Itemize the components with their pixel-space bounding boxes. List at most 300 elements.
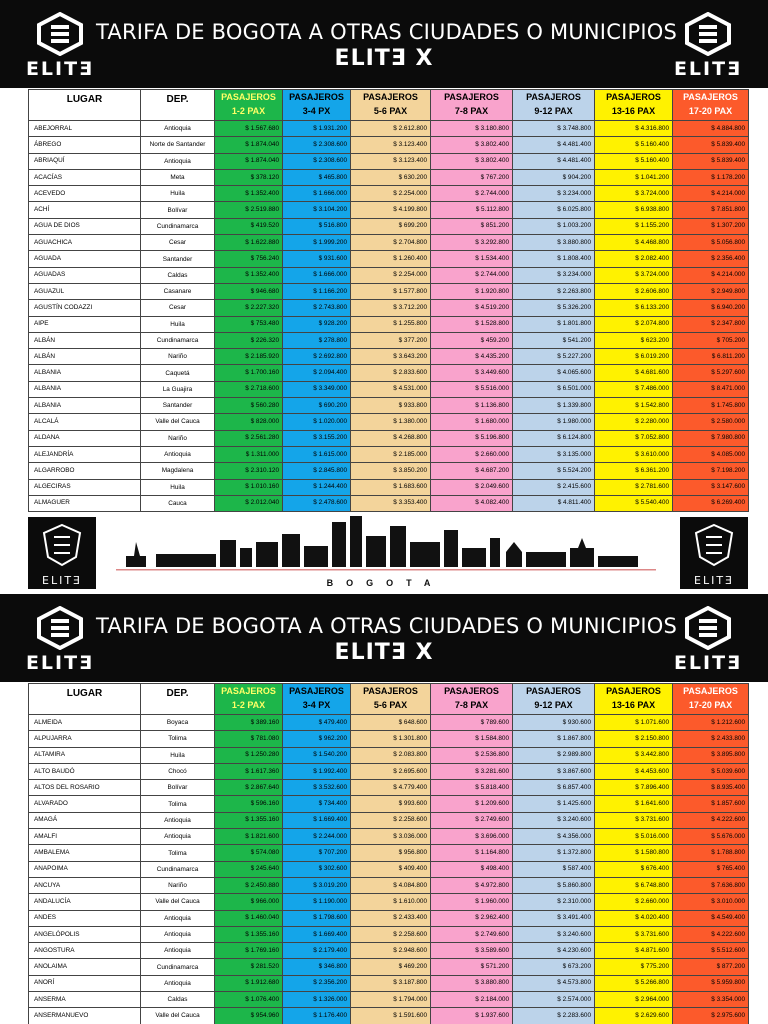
col-header-dep: DEP. — [141, 90, 215, 121]
cell-fare: $ 2.258.600 — [351, 926, 431, 942]
cell-fare: $ 6.019.200 — [595, 349, 673, 365]
cell-fare: $ 419.520 — [215, 218, 283, 234]
cell-fare: $ 1.076.400 — [215, 992, 283, 1008]
cell-fare: $ 930.600 — [513, 715, 595, 731]
col-header-line2: 5-6 PAX — [373, 106, 408, 116]
logo-wordmark: ELITƎ — [25, 58, 95, 80]
cell-fare: $ 630.200 — [351, 169, 431, 185]
cell-fare: $ 3.696.000 — [431, 829, 513, 845]
cell-fare: $ 2.606.800 — [595, 283, 673, 299]
cell-fare: $ 3.802.400 — [431, 153, 513, 169]
cell-fare: $ 2.254.000 — [351, 186, 431, 202]
table-row — [29, 829, 749, 845]
cell-fare: $ 2.185.000 — [351, 446, 431, 462]
cell-fare: $ 2.744.000 — [431, 267, 513, 283]
cell-fare: $ 966.000 — [215, 894, 283, 910]
cell-fare: $ 753.480 — [215, 316, 283, 332]
cell-dep: Antioquia — [141, 153, 215, 169]
col-header-line1: PASAJEROS — [221, 92, 276, 102]
cell-dep: Chocó — [141, 763, 215, 779]
cell-fare: $ 3.850.200 — [351, 463, 431, 479]
cell-fare: $ 2.989.800 — [513, 747, 595, 763]
col-header-fare — [283, 90, 351, 121]
cell-fare: $ 7.851.800 — [673, 202, 749, 218]
cell-dep: Caldas — [141, 992, 215, 1008]
cell-fare: $ 1.212.600 — [673, 715, 749, 731]
cell-fare: $ 1.209.600 — [431, 796, 513, 812]
cell-fare: $ 1.931.200 — [283, 121, 351, 137]
cell-fare: $ 5.297.600 — [673, 365, 749, 381]
cell-fare: $ 1.960.000 — [431, 894, 513, 910]
cell-dep: Santander — [141, 251, 215, 267]
cell-fare: $ 1.794.000 — [351, 992, 431, 1008]
col-header-line1: PASAJEROS — [606, 686, 661, 696]
cell-fare: $ 993.600 — [351, 796, 431, 812]
elite-emblem-icon — [35, 12, 85, 56]
col-header-line2: 5-6 PAX — [373, 700, 408, 710]
cell-lugar: AGUAZUL — [29, 283, 141, 299]
table-row — [29, 943, 749, 959]
col-header-line2: 1-2 PAX — [231, 106, 266, 116]
cell-fare: $ 5.676.000 — [673, 829, 749, 845]
col-header-line2: 7-8 PAX — [454, 106, 489, 116]
cell-lugar: ANOLAIMA — [29, 959, 141, 975]
cell-dep: Norte de Santander — [141, 137, 215, 153]
cell-fare: $ 5.839.400 — [673, 153, 749, 169]
cell-fare: $ 4.435.200 — [431, 349, 513, 365]
cell-fare: $ 226.320 — [215, 332, 283, 348]
cell-fare: $ 245.640 — [215, 861, 283, 877]
cell-fare: $ 1.610.000 — [351, 894, 431, 910]
cell-fare: $ 933.800 — [351, 398, 431, 414]
cell-fare: $ 6.940.200 — [673, 300, 749, 316]
cell-lugar: ALTO BAUDÓ — [29, 763, 141, 779]
table-row — [29, 446, 749, 462]
cell-fare: $ 560.280 — [215, 398, 283, 414]
city-label: BOGOTA — [326, 578, 444, 588]
cell-fare: $ 1.622.880 — [215, 235, 283, 251]
cell-fare: $ 2.478.600 — [283, 495, 351, 511]
cell-fare: $ 3.867.600 — [513, 763, 595, 779]
cell-fare: $ 2.227.320 — [215, 300, 283, 316]
cell-fare: $ 3.643.200 — [351, 349, 431, 365]
cell-dep: Valle del Cauca — [141, 894, 215, 910]
cell-fare: $ 690.200 — [283, 398, 351, 414]
cell-dep: Caquetá — [141, 365, 215, 381]
cell-dep: Tolima — [141, 731, 215, 747]
cell-fare: $ 1.355.160 — [215, 812, 283, 828]
table-row — [29, 218, 749, 234]
cell-fare: $ 3.234.000 — [513, 267, 595, 283]
cell-lugar: AIPE — [29, 316, 141, 332]
cell-fare: $ 1.808.400 — [513, 251, 595, 267]
cell-fare: $ 1.641.600 — [595, 796, 673, 812]
cell-fare: $ 5.516.000 — [431, 381, 513, 397]
cell-fare: $ 5.112.800 — [431, 202, 513, 218]
cell-fare: $ 2.561.280 — [215, 430, 283, 446]
cell-dep: Santander — [141, 398, 215, 414]
cell-dep: Huila — [141, 479, 215, 495]
cell-fare: $ 6.025.800 — [513, 202, 595, 218]
cell-lugar: ALDANA — [29, 430, 141, 446]
cell-fare: $ 2.258.600 — [351, 812, 431, 828]
cell-lugar: ALMAGUER — [29, 495, 141, 511]
cell-fare: $ 1.769.160 — [215, 943, 283, 959]
cell-fare: $ 4.085.000 — [673, 446, 749, 462]
cell-fare: $ 1.669.400 — [283, 926, 351, 942]
cell-lugar: ALGECIRAS — [29, 479, 141, 495]
cell-lugar: ANCUYA — [29, 877, 141, 893]
cell-fare: $ 1.540.200 — [283, 747, 351, 763]
cell-fare: $ 1.190.000 — [283, 894, 351, 910]
cell-fare: $ 1.798.600 — [283, 910, 351, 926]
cell-fare: $ 1.166.200 — [283, 283, 351, 299]
cell-fare: $ 5.160.400 — [595, 137, 673, 153]
cell-fare: $ 4.214.000 — [673, 186, 749, 202]
cell-dep: Antioquia — [141, 910, 215, 926]
cell-fare: $ 1.250.280 — [215, 747, 283, 763]
cell-fare: $ 2.074.800 — [595, 316, 673, 332]
cell-fare: $ 389.160 — [215, 715, 283, 731]
cell-fare: $ 479.400 — [283, 715, 351, 731]
cell-fare: $ 1.680.000 — [431, 414, 513, 430]
table-row — [29, 121, 749, 137]
cell-fare: $ 1.788.800 — [673, 845, 749, 861]
col-header-fare — [351, 684, 431, 715]
table-row — [29, 332, 749, 348]
cell-fare: $ 3.135.000 — [513, 446, 595, 462]
cell-fare: $ 956.800 — [351, 845, 431, 861]
cell-fare: $ 1.615.000 — [283, 446, 351, 462]
cell-fare: $ 4.811.400 — [513, 495, 595, 511]
cell-fare: $ 1.874.040 — [215, 137, 283, 153]
table-row — [29, 1008, 749, 1024]
elite-shield-icon — [680, 517, 748, 569]
cell-fare: $ 2.347.800 — [673, 316, 749, 332]
cell-fare: $ 3.180.800 — [431, 121, 513, 137]
cell-dep: Cundinamarca — [141, 218, 215, 234]
table-row — [29, 877, 749, 893]
cell-fare: $ 1.683.600 — [351, 479, 431, 495]
cell-fare: $ 1.136.800 — [431, 398, 513, 414]
cell-dep: Cundinamarca — [141, 959, 215, 975]
cell-fare: $ 2.308.600 — [283, 153, 351, 169]
cell-fare: $ 3.036.000 — [351, 829, 431, 845]
table-row — [29, 992, 749, 1008]
col-header-line2: 3-4 PX — [302, 106, 331, 116]
table-row — [29, 186, 749, 202]
cell-fare: $ 3.724.000 — [595, 186, 673, 202]
cell-fare: $ 7.980.800 — [673, 430, 749, 446]
col-header-line2: 17-20 PAX — [688, 700, 733, 710]
col-header-fare — [283, 684, 351, 715]
cell-fare: $ 676.400 — [595, 861, 673, 877]
table-row — [29, 861, 749, 877]
table-row — [29, 747, 749, 763]
elite-emblem-icon — [35, 606, 85, 650]
cell-fare: $ 1.821.600 — [215, 829, 283, 845]
table-row — [29, 153, 749, 169]
cell-fare: $ 3.123.400 — [351, 153, 431, 169]
cell-fare: $ 2.184.000 — [431, 992, 513, 1008]
cell-fare: $ 2.310.120 — [215, 463, 283, 479]
cell-fare: $ 2.519.880 — [215, 202, 283, 218]
col-header-dep: DEP. — [141, 684, 215, 715]
cell-fare: $ 2.749.600 — [431, 926, 513, 942]
cell-fare: $ 765.400 — [673, 861, 749, 877]
badge-wordmark: ELITƎ — [694, 574, 734, 587]
cell-fare: $ 2.704.800 — [351, 235, 431, 251]
cell-fare: $ 2.964.000 — [595, 992, 673, 1008]
cell-fare: $ 1.301.800 — [351, 731, 431, 747]
cell-fare: $ 781.080 — [215, 731, 283, 747]
cell-fare: $ 1.867.800 — [513, 731, 595, 747]
elite-badge-left — [28, 517, 96, 589]
cell-fare: $ 5.860.800 — [513, 877, 595, 893]
cell-fare: $ 516.800 — [283, 218, 351, 234]
cell-fare: $ 1.352.400 — [215, 267, 283, 283]
cell-fare: $ 4.573.800 — [513, 975, 595, 991]
elite-badge-right — [680, 517, 748, 589]
cell-lugar: ALCALÁ — [29, 414, 141, 430]
col-header-fare — [595, 684, 673, 715]
cell-lugar: ANAPOIMA — [29, 861, 141, 877]
cell-fare: $ 3.240.600 — [513, 926, 595, 942]
cell-dep: Cauca — [141, 495, 215, 511]
table-row — [29, 975, 749, 991]
cell-lugar: ANORÍ — [29, 975, 141, 991]
col-header-line1: PASAJEROS — [363, 686, 418, 696]
cell-fare: $ 1.999.200 — [283, 235, 351, 251]
cell-fare: $ 3.532.600 — [283, 780, 351, 796]
cell-fare: $ 281.520 — [215, 959, 283, 975]
cell-dep: Huila — [141, 747, 215, 763]
cell-fare: $ 767.200 — [431, 169, 513, 185]
cell-fare: $ 377.200 — [351, 332, 431, 348]
cell-lugar: ALEJANDRÍA — [29, 446, 141, 462]
table-row — [29, 845, 749, 861]
table-row — [29, 812, 749, 828]
cell-fare: $ 5.227.200 — [513, 349, 595, 365]
col-header-line1: PASAJEROS — [606, 92, 661, 102]
cell-fare: $ 4.884.800 — [673, 121, 749, 137]
cell-fare: $ 3.724.000 — [595, 267, 673, 283]
table-row — [29, 202, 749, 218]
cell-fare: $ 6.811.200 — [673, 349, 749, 365]
cell-fare: $ 1.326.000 — [283, 992, 351, 1008]
cell-fare: $ 789.600 — [431, 715, 513, 731]
cell-fare: $ 2.949.800 — [673, 283, 749, 299]
cell-fare: $ 2.356.200 — [283, 975, 351, 991]
cell-fare: $ 5.016.000 — [595, 829, 673, 845]
cell-fare: $ 2.356.400 — [673, 251, 749, 267]
logo-wordmark: ELITƎ — [25, 652, 95, 674]
cell-fare: $ 1.164.800 — [431, 845, 513, 861]
cell-fare: $ 1.244.400 — [283, 479, 351, 495]
cell-fare: $ 378.120 — [215, 169, 283, 185]
col-header-fare — [431, 90, 513, 121]
cell-fare: $ 278.800 — [283, 332, 351, 348]
col-header-fare — [595, 90, 673, 121]
cell-fare: $ 4.222.600 — [673, 926, 749, 942]
cell-fare: $ 2.743.800 — [283, 300, 351, 316]
cell-fare: $ 2.536.800 — [431, 747, 513, 763]
cell-fare: $ 3.104.200 — [283, 202, 351, 218]
cell-dep: Tolima — [141, 796, 215, 812]
cell-fare: $ 6.857.400 — [513, 780, 595, 796]
cell-fare: $ 1.010.160 — [215, 479, 283, 495]
cell-fare: $ 1.577.800 — [351, 283, 431, 299]
cell-fare: $ 6.361.200 — [595, 463, 673, 479]
cell-fare: $ 1.542.800 — [595, 398, 673, 414]
table-row — [29, 300, 749, 316]
cell-fare: $ 4.468.800 — [595, 235, 673, 251]
cell-fare: $ 2.660.000 — [595, 894, 673, 910]
rates-table-1 — [28, 89, 749, 512]
cell-fare: $ 1.155.200 — [595, 218, 673, 234]
cell-fare: $ 2.833.600 — [351, 365, 431, 381]
cell-fare: $ 1.352.400 — [215, 186, 283, 202]
cell-fare: $ 2.244.000 — [283, 829, 351, 845]
cell-fare: $ 4.214.000 — [673, 267, 749, 283]
cell-lugar: ALTOS DEL ROSARIO — [29, 780, 141, 796]
cell-fare: $ 587.400 — [513, 861, 595, 877]
table-row — [29, 731, 749, 747]
cell-fare: $ 2.185.920 — [215, 349, 283, 365]
cell-lugar: ACHÍ — [29, 202, 141, 218]
col-header-fare — [215, 90, 283, 121]
cell-fare: $ 1.178.200 — [673, 169, 749, 185]
table-row — [29, 349, 749, 365]
table-row — [29, 137, 749, 153]
cell-lugar: ANSERMA — [29, 992, 141, 1008]
table-row — [29, 381, 749, 397]
cell-fare: $ 2.150.800 — [595, 731, 673, 747]
table-row — [29, 910, 749, 926]
cell-fare: $ 3.731.600 — [595, 926, 673, 942]
cell-fare: $ 2.012.040 — [215, 495, 283, 511]
cell-dep: Cesar — [141, 300, 215, 316]
cell-fare: $ 734.400 — [283, 796, 351, 812]
cell-fare: $ 8.471.000 — [673, 381, 749, 397]
cell-lugar: ÁBREGO — [29, 137, 141, 153]
cell-fare: $ 2.433.800 — [673, 731, 749, 747]
cell-fare: $ 5.039.600 — [673, 763, 749, 779]
cell-fare: $ 775.200 — [595, 959, 673, 975]
cell-fare: $ 4.871.600 — [595, 943, 673, 959]
cell-fare: $ 5.160.400 — [595, 153, 673, 169]
cell-dep: Antioquia — [141, 926, 215, 942]
table-row — [29, 251, 749, 267]
cell-dep: Cundinamarca — [141, 861, 215, 877]
cell-fare: $ 1.700.160 — [215, 365, 283, 381]
table-row — [29, 414, 749, 430]
cell-fare: $ 3.234.000 — [513, 186, 595, 202]
table-row — [29, 169, 749, 185]
cell-fare: $ 756.240 — [215, 251, 283, 267]
cell-fare: $ 2.094.400 — [283, 365, 351, 381]
page-title: TARIFA DE BOGOTA A OTRAS CIUDADES O MUNICIPIOS — [96, 614, 677, 638]
cell-fare: $ 1.666.000 — [283, 267, 351, 283]
table-row — [29, 235, 749, 251]
table-row — [29, 959, 749, 975]
cell-fare: $ 3.354.000 — [673, 992, 749, 1008]
cell-fare: $ 2.948.600 — [351, 943, 431, 959]
cell-dep: Antioquia — [141, 121, 215, 137]
cell-fare: $ 3.748.800 — [513, 121, 595, 137]
cell-fare: $ 498.400 — [431, 861, 513, 877]
col-header-line1: PASAJEROS — [444, 92, 499, 102]
cell-fare: $ 2.280.000 — [595, 414, 673, 430]
page-title: TARIFA DE BOGOTA A OTRAS CIUDADES O MUNICIPIOS — [96, 20, 677, 44]
cell-dep: Antioquia — [141, 975, 215, 991]
cell-fare: $ 1.669.400 — [283, 812, 351, 828]
cell-fare: $ 1.311.000 — [215, 446, 283, 462]
table-row — [29, 463, 749, 479]
col-header-line2: 13-16 PAX — [611, 700, 656, 710]
col-header-fare — [215, 684, 283, 715]
table-row — [29, 796, 749, 812]
cell-dep: La Guajira — [141, 381, 215, 397]
cell-lugar: ALBANIA — [29, 365, 141, 381]
cell-fare: $ 4.230.600 — [513, 943, 595, 959]
table-row — [29, 283, 749, 299]
cell-fare: $ 459.200 — [431, 332, 513, 348]
cell-fare: $ 5.266.800 — [595, 975, 673, 991]
cell-dep: Caldas — [141, 267, 215, 283]
cell-dep: Valle del Cauca — [141, 414, 215, 430]
cell-lugar: AMAGÁ — [29, 812, 141, 828]
cell-dep: Nariño — [141, 430, 215, 446]
col-header-line2: 7-8 PAX — [454, 700, 489, 710]
cell-fare: $ 3.019.200 — [283, 877, 351, 893]
cell-fare: $ 1.567.680 — [215, 121, 283, 137]
cell-fare: $ 1.617.360 — [215, 763, 283, 779]
col-header-line1: PASAJEROS — [444, 686, 499, 696]
cell-fare: $ 3.155.200 — [283, 430, 351, 446]
col-header-line2: 13-16 PAX — [611, 106, 656, 116]
table-row — [29, 316, 749, 332]
cell-dep: Tolima — [141, 845, 215, 861]
table-row — [29, 926, 749, 942]
cell-fare: $ 673.200 — [513, 959, 595, 975]
cell-fare: $ 7.636.800 — [673, 877, 749, 893]
cell-lugar: ALGARROBO — [29, 463, 141, 479]
col-header-fare — [351, 90, 431, 121]
table-row — [29, 430, 749, 446]
cell-fare: $ 2.660.000 — [431, 446, 513, 462]
cell-dep: Antioquia — [141, 943, 215, 959]
cell-fare: $ 699.200 — [351, 218, 431, 234]
cell-dep: Nariño — [141, 877, 215, 893]
cell-fare: $ 574.080 — [215, 845, 283, 861]
cell-lugar: ALBÁN — [29, 332, 141, 348]
cell-fare: $ 2.845.800 — [283, 463, 351, 479]
col-header-line1: PASAJEROS — [526, 92, 581, 102]
cell-dep: Huila — [141, 316, 215, 332]
cell-fare: $ 5.540.400 — [595, 495, 673, 511]
cell-fare: $ 2.450.880 — [215, 877, 283, 893]
logo-wordmark: ELITƎ — [673, 652, 743, 674]
cell-fare: $ 5.818.400 — [431, 780, 513, 796]
col-header-line1: PASAJEROS — [363, 92, 418, 102]
col-header-fare — [673, 684, 749, 715]
cell-dep: Magdalena — [141, 463, 215, 479]
elite-logo-right — [668, 12, 748, 82]
cell-fare: $ 4.084.800 — [351, 877, 431, 893]
col-header-line1: PASAJEROS — [683, 686, 738, 696]
cell-dep: Bolívar — [141, 780, 215, 796]
